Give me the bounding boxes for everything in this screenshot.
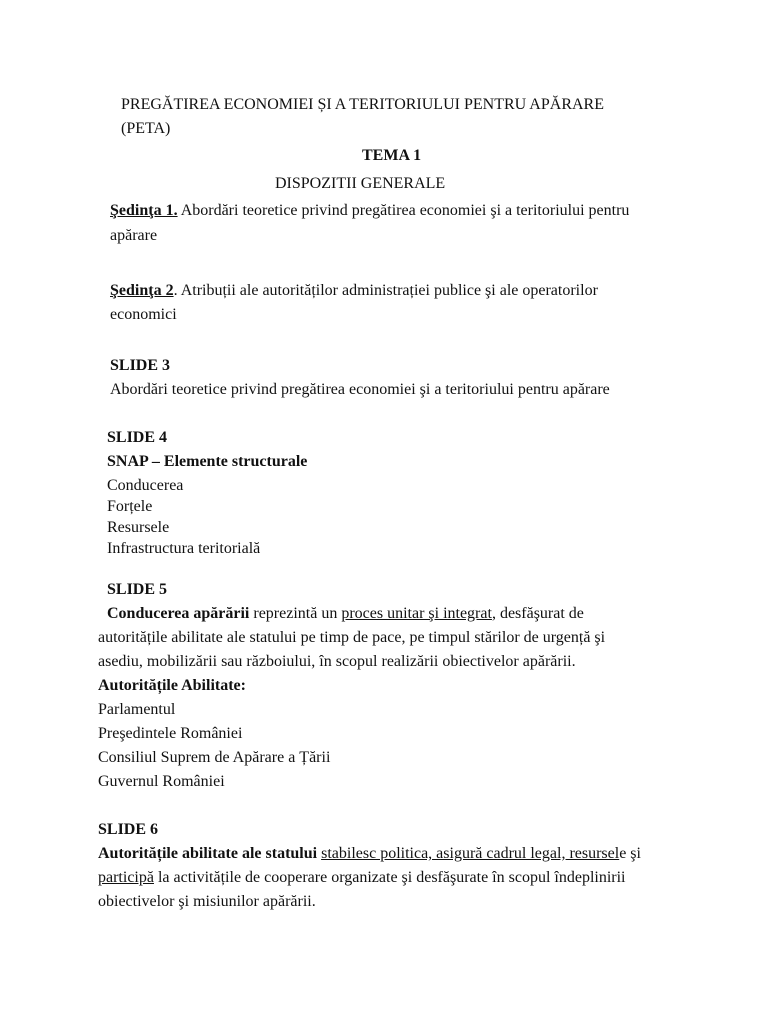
sedinta-1-label: Şedinţa 1. bbox=[110, 202, 178, 219]
slide-6-underlined-2: participă bbox=[98, 869, 154, 886]
sedinta-2-text: . Atribuții ale autorităților administrației publice şi ale operatorilor bbox=[173, 282, 598, 299]
sedinta-2-line-2: economici bbox=[110, 306, 177, 323]
slide-5-text-a: reprezintă un bbox=[249, 605, 342, 622]
slide-3-heading: SLIDE 3 bbox=[110, 357, 171, 374]
slide-6-heading: SLIDE 6 bbox=[98, 821, 159, 838]
slide-5-line-1 bbox=[107, 603, 584, 625]
list-item: Forțele bbox=[107, 498, 153, 515]
sedinta-1-text: Abordări teoretice privind pregătirea economiei şi a teritoriului pentru bbox=[177, 202, 630, 219]
sedinta-1-line-2: apărare bbox=[110, 227, 158, 244]
slide-6-bold-term: Autoritățile abilitate ale statului bbox=[98, 845, 318, 862]
slide-5-subheading: Autoritățile Abilitate: bbox=[98, 677, 246, 694]
slide-6-line-3: obiectivelor şi misiunilor apărării. bbox=[98, 893, 316, 910]
title-line-2: (PETA) bbox=[121, 120, 171, 137]
list-item: Parlamentul bbox=[98, 701, 176, 718]
subtitle: DISPOZITII GENERALE bbox=[275, 175, 446, 192]
tema-heading: TEMA 1 bbox=[362, 147, 422, 164]
list-item: Guvernul României bbox=[98, 773, 225, 790]
sedinta-2-line-1 bbox=[110, 280, 598, 302]
list-item: Conducerea bbox=[107, 477, 184, 494]
slide-3-text: Abordări teoretice privind pregătirea economiei şi a teritoriului pentru apărare bbox=[110, 381, 610, 398]
slide-5-heading: SLIDE 5 bbox=[107, 581, 168, 598]
slide-6-line-1-end: e şi bbox=[619, 845, 641, 862]
slide-6-line-2 bbox=[98, 867, 626, 889]
slide-5-bold-term: Conducerea apărării bbox=[107, 605, 250, 622]
sedinta-2-label: Şedinţa 2 bbox=[110, 282, 174, 299]
slide-4-heading: SLIDE 4 bbox=[107, 429, 168, 446]
slide-5-line-2: autoritățile abilitate ale statului pe timp de pace, pe timpul stărilor de urgență şi bbox=[98, 629, 606, 646]
slide-6-underlined-1: stabilesc politica, asigură cadrul legal, resursel bbox=[321, 845, 620, 862]
list-item: Preşedintele României bbox=[98, 725, 243, 742]
slide-4-subheading: SNAP – Elemente structurale bbox=[107, 453, 308, 470]
title-line-1: PREGĂTIREA ECONOMIEI ȘI A TERITORIULUI PENTRU APĂRARE bbox=[121, 96, 604, 113]
slide-5-text-b: , desfăşurat de bbox=[491, 605, 584, 622]
list-item: Consiliul Suprem de Apărare a Țării bbox=[98, 749, 331, 766]
list-item: Resursele bbox=[107, 519, 170, 536]
slide-6-line-1 bbox=[98, 843, 641, 865]
slide-5-underlined: proces unitar şi integrat bbox=[341, 605, 492, 622]
slide-5-line-3: asediu, mobilizării sau războiului, în scopul realizării obiectivelor apărării. bbox=[98, 653, 576, 670]
sedinta-1-line-1 bbox=[110, 200, 629, 222]
slide-6-line-2-rest: la activitățile de cooperare organizate şi desfăşurate în scopul îndeplinirii bbox=[153, 869, 626, 886]
list-item: Infrastructura teritorială bbox=[107, 540, 261, 557]
